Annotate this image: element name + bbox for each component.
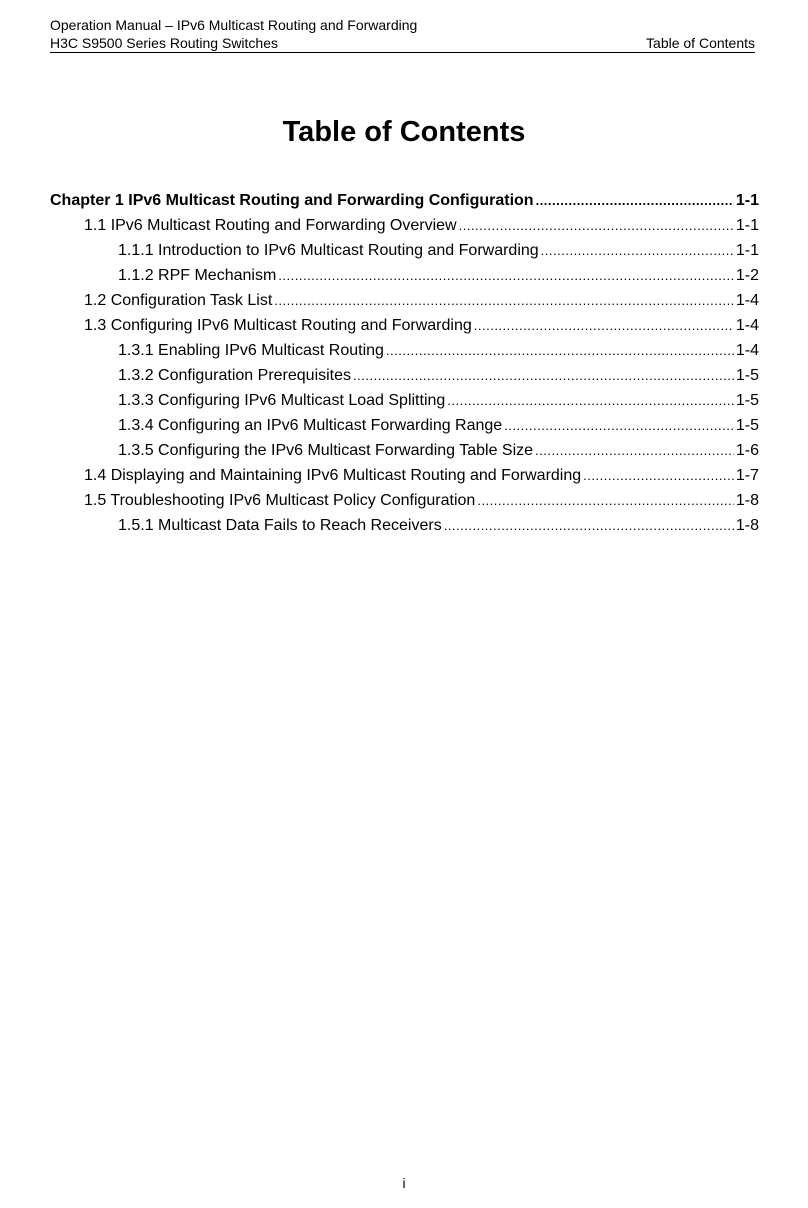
toc-entry[interactable]: [50, 363, 759, 388]
page-header: [50, 16, 755, 52]
toc-entry-title: 1.5.1 Multicast Data Fails to Reach Receivers: [118, 517, 442, 534]
toc-entry[interactable]: [50, 463, 759, 488]
toc-dot-leader: [583, 463, 734, 488]
toc-entry-title: 1.1.1 Introduction to IPv6 Multicast Routing and Forwarding: [118, 242, 539, 259]
page-title: Table of Contents: [282, 116, 526, 148]
toc-entry-page: 1-2: [735, 267, 759, 284]
toc-entry-page: 1-1: [735, 192, 759, 209]
header-divider: [50, 52, 755, 53]
toc-entry-page: 1-7: [735, 467, 759, 484]
toc-entry-page: 1-5: [735, 392, 759, 409]
toc-dot-leader: [536, 188, 734, 213]
header-row-bottom: [50, 34, 755, 52]
toc-entry[interactable]: [50, 238, 759, 263]
toc-dot-leader: [353, 363, 734, 388]
toc-entry[interactable]: [50, 338, 759, 363]
toc-entry-title: 1.3 Configuring IPv6 Multicast Routing and Forwarding: [84, 317, 472, 334]
toc-dot-leader: [459, 213, 734, 238]
toc-entry-title: Chapter 1 IPv6 Multicast Routing and Forwarding Configuration: [50, 192, 534, 209]
header-row-top: [50, 16, 755, 34]
toc-dot-leader: [535, 438, 734, 463]
page-number: i: [402, 1175, 406, 1191]
toc-entry[interactable]: [50, 388, 759, 413]
toc-entry[interactable]: [50, 413, 759, 438]
toc-entry-title: 1.3.5 Configuring the IPv6 Multicast Forwarding Table Size: [118, 442, 534, 459]
toc-entry-page: 1-5: [735, 417, 759, 434]
toc-entry-page: 1-1: [735, 242, 759, 259]
header-doc-title: Operation Manual – IPv6 Multicast Routing and Forwarding: [50, 17, 418, 33]
toc-dot-leader: [447, 388, 734, 413]
toc-entry-page: 1-4: [735, 292, 759, 309]
page-footer: [0, 1174, 808, 1192]
toc-entry-title: 1.1 IPv6 Multicast Routing and Forwarding Overview: [84, 217, 457, 234]
toc-entry-title: 1.2 Configuration Task List: [84, 292, 273, 309]
toc-dot-leader: [386, 338, 734, 363]
toc-dot-leader: [477, 488, 734, 513]
toc-entry-title: 1.5 Troubleshooting IPv6 Multicast Policy Configuration: [84, 492, 476, 509]
toc-entry-page: 1-4: [735, 342, 759, 359]
toc-entry[interactable]: [50, 263, 759, 288]
toc-dot-leader: [541, 238, 734, 263]
toc-entry-title: 1.3.2 Configuration Prerequisites: [118, 367, 352, 384]
toc-entry[interactable]: [50, 488, 759, 513]
toc-entry-page: 1-6: [735, 442, 759, 459]
toc-dot-leader: [444, 513, 734, 538]
toc-dot-leader: [474, 313, 734, 338]
toc-dot-leader: [504, 413, 734, 438]
toc-entry[interactable]: [50, 313, 759, 338]
header-section: Table of Contents: [646, 35, 755, 51]
toc-entry-page: 1-8: [735, 492, 759, 509]
table-of-contents: [50, 188, 759, 538]
toc-entry-title: 1.3.3 Configuring IPv6 Multicast Load Splitting: [118, 392, 446, 409]
toc-entry[interactable]: [50, 213, 759, 238]
toc-entry[interactable]: [50, 438, 759, 463]
toc-entry-page: 1-8: [735, 517, 759, 534]
toc-entry-title: 1.1.2 RPF Mechanism: [118, 267, 277, 284]
header-product: H3C S9500 Series Routing Switches: [50, 35, 279, 51]
toc-entry[interactable]: [50, 513, 759, 538]
toc-dot-leader: [274, 288, 734, 313]
toc-entry[interactable]: [50, 188, 759, 213]
toc-entry-title: 1.3.4 Configuring an IPv6 Multicast Forwarding Range: [118, 417, 503, 434]
toc-entry-page: 1-4: [735, 317, 759, 334]
toc-entry-page: 1-1: [735, 217, 759, 234]
toc-dot-leader: [278, 263, 734, 288]
toc-entry-title: 1.3.1 Enabling IPv6 Multicast Routing: [118, 342, 384, 359]
toc-entry-page: 1-5: [735, 367, 759, 384]
toc-entry-title: 1.4 Displaying and Maintaining IPv6 Multicast Routing and Forwarding: [84, 467, 582, 484]
toc-entry[interactable]: [50, 288, 759, 313]
